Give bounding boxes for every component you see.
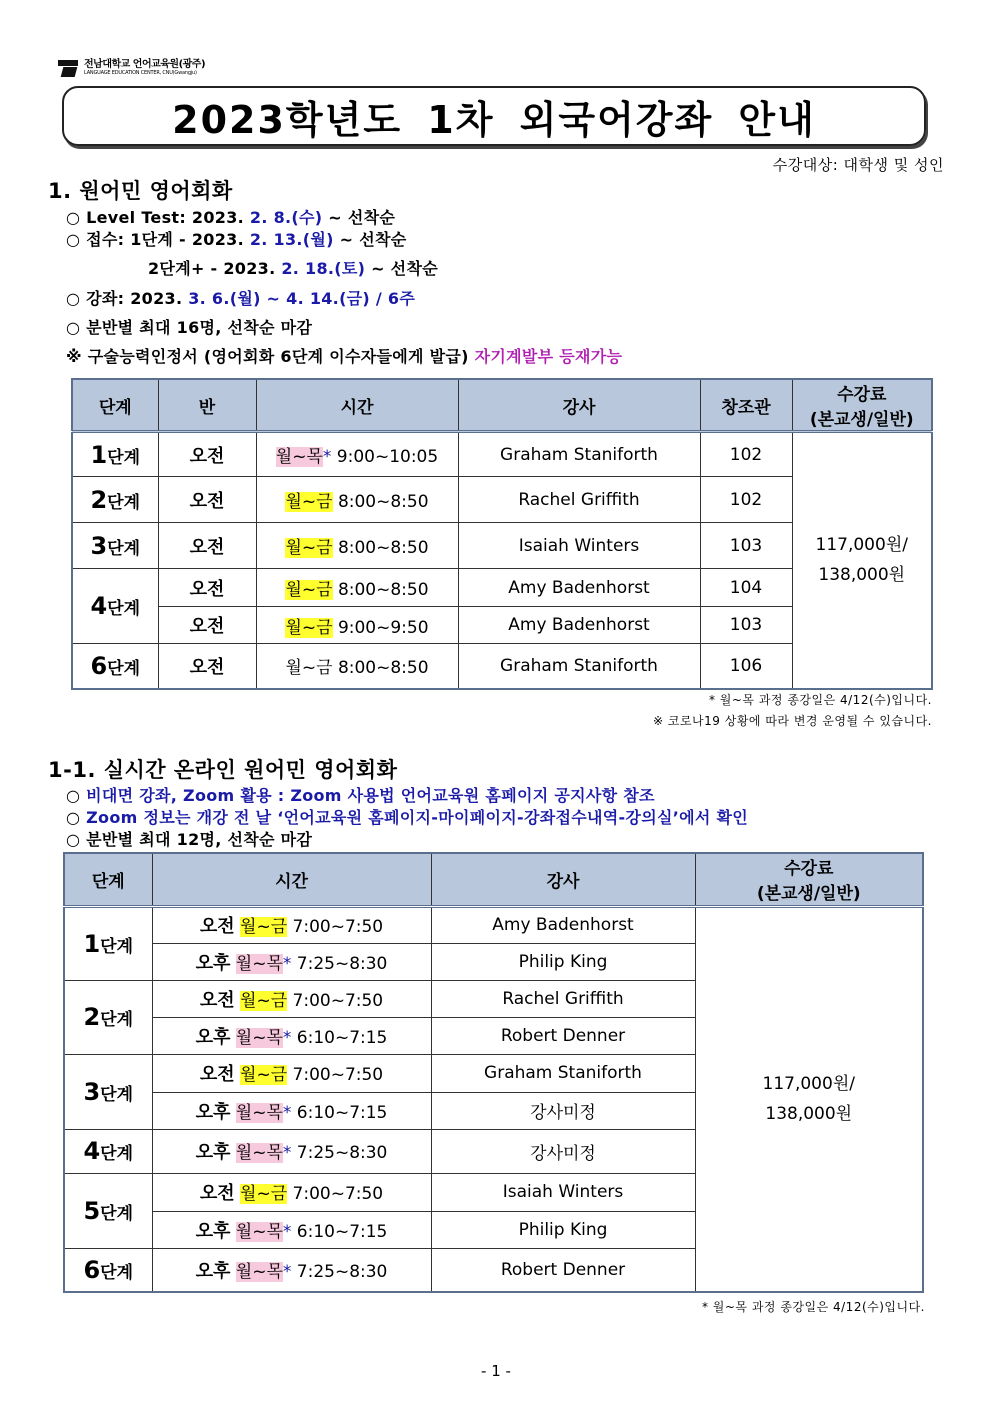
section2-heading: 1-1. 실시간 온라인 원어민 영어회화 — [48, 758, 398, 782]
teacher-cell: 강사미정 — [431, 1129, 695, 1173]
level-cell: 1단계 — [72, 432, 158, 477]
logo-text-en: LANGUAGE EDUCATION CENTER, CNU(Gwangju) — [84, 70, 197, 76]
apply2-tail: ~ 선착순 — [371, 259, 438, 278]
time-cell: 오후 월~목* 7:25~8:30 — [152, 943, 431, 980]
level-cell: 4단계 — [64, 1129, 152, 1173]
course-range: 3. 6.(월) ~ 4. 14.(금) / 6주 — [188, 289, 416, 308]
institution-logo — [58, 57, 205, 79]
header-time: 시간 — [152, 853, 431, 906]
section1-heading: 1. 원어민 영어회화 — [48, 179, 233, 203]
certificate-text: 구술능력인정서 (영어회화 6단계 이수자들에게 발급) — [87, 347, 469, 366]
room-cell: 103 — [700, 523, 792, 569]
note-online-end-date: * 월~목 과정 종강일은 4/12(수)입니다. — [701, 1300, 925, 1314]
time-cell: 월~금 9:00~9:50 — [256, 607, 458, 644]
level-cell: 2단계 — [64, 980, 152, 1054]
header-room: 창조관 — [700, 379, 792, 432]
bullet: ○ — [66, 808, 81, 827]
time-cell: 월~목* 9:00~10:05 — [256, 432, 458, 477]
course-label: 강좌: 2023. — [86, 289, 183, 308]
room-cell: 102 — [700, 432, 792, 477]
class-cell: 오전 — [158, 644, 256, 689]
level-cell: 1단계 — [64, 906, 152, 980]
bullet: ○ — [66, 289, 81, 308]
time-cell: 월~금 8:00~8:50 — [256, 569, 458, 607]
header-fee — [695, 853, 923, 906]
time-cell: 오후 월~목* 6:10~7:15 — [152, 1211, 431, 1248]
time-cell: 월~금 8:00~8:50 — [256, 644, 458, 689]
header-class: 반 — [158, 379, 256, 432]
header-level: 단계 — [72, 379, 158, 432]
teacher-cell: 강사미정 — [431, 1092, 695, 1129]
level-cell: 4단계 — [72, 569, 158, 644]
time-cell: 월~금 8:00~8:50 — [256, 523, 458, 569]
apply-line-2 — [148, 256, 438, 279]
level-cell: 2단계 — [72, 477, 158, 523]
bullet: ○ — [66, 830, 81, 849]
room-cell: 102 — [700, 477, 792, 523]
page-title: 2023학년도 1차 외국어강좌 안내 — [172, 97, 816, 142]
online-bullet-2 — [66, 805, 748, 828]
class-cell: 오전 — [158, 477, 256, 523]
class-cell: 오전 — [158, 523, 256, 569]
header-time: 시간 — [256, 379, 458, 432]
room-cell: 106 — [700, 644, 792, 689]
time-cell: 오후 월~목* 6:10~7:15 — [152, 1017, 431, 1054]
room-cell: 104 — [700, 569, 792, 607]
teacher-cell: Isaiah Winters — [431, 1173, 695, 1211]
logo-icon — [58, 58, 80, 78]
table-row — [64, 906, 923, 943]
teacher-cell: Philip King — [431, 943, 695, 980]
teacher-cell: Graham Staniforth — [458, 432, 700, 477]
teacher-cell: Amy Badenhorst — [458, 607, 700, 644]
time-cell: 오전 월~금 7:00~7:50 — [152, 980, 431, 1017]
target-audience: 수강대상: 대학생 및 성인 — [772, 156, 944, 174]
course-line — [66, 286, 415, 309]
class-cell: 오전 — [158, 569, 256, 607]
page-number: - 1 - — [481, 1362, 511, 1380]
teacher-cell: Rachel Griffith — [431, 980, 695, 1017]
online-capacity: 분반별 최대 12명, 선착순 마감 — [86, 830, 313, 849]
bullet: ○ — [66, 318, 81, 337]
bullet: ○ — [66, 208, 81, 227]
apply1-label: 접수: 1단계 - 2023. — [86, 230, 244, 249]
title-box — [62, 86, 926, 146]
time-cell: 오후 월~목* 7:25~8:30 — [152, 1129, 431, 1173]
fee-cell: 117,000원/ 138,000원 — [695, 906, 923, 1292]
time-cell: 오전 월~금 7:00~7:50 — [152, 1173, 431, 1211]
capacity-text: 분반별 최대 16명, 선착순 마감 — [86, 318, 313, 337]
online-course-table — [63, 852, 924, 1293]
apply1-date: 2. 13.(월) — [249, 230, 334, 249]
teacher-cell: Robert Denner — [431, 1017, 695, 1054]
level-test-label: Level Test: 2023. — [86, 208, 245, 227]
class-cell: 오전 — [158, 607, 256, 644]
certificate-line — [66, 344, 622, 367]
level-cell: 6단계 — [72, 644, 158, 689]
level-test-date: 2. 8.(수) — [249, 208, 323, 227]
logo-text-kr: 전남대학교 언어교육원(광주) — [84, 59, 206, 70]
header-level: 단계 — [64, 853, 152, 906]
level-cell: 5단계 — [64, 1173, 152, 1248]
header-teacher: 강사 — [458, 379, 700, 432]
online-bullet-1 — [66, 783, 655, 806]
table-header-row — [72, 379, 932, 432]
level-test-tail: ~ 선착순 — [328, 208, 396, 227]
bullet: ○ — [66, 786, 81, 805]
time-cell: 오전 월~금 7:00~7:50 — [152, 906, 431, 943]
apply2-date: 2. 18.(토) — [281, 259, 366, 278]
time-cell: 월~금 8:00~8:50 — [256, 477, 458, 523]
teacher-cell: Isaiah Winters — [458, 523, 700, 569]
level-test-line — [66, 205, 395, 228]
offline-course-table — [71, 378, 933, 690]
time-cell: 오전 월~금 7:00~7:50 — [152, 1054, 431, 1092]
note-mark: ※ — [66, 347, 82, 366]
apply2-label: 2단계+ - 2023. — [148, 259, 276, 278]
apply1-tail: ~ 선착순 — [339, 230, 407, 249]
online-zoom-text: 비대면 강좌, Zoom 활용 : Zoom 사용법 언어교육원 홈페이지 공지사항 참조 — [86, 786, 655, 805]
teacher-cell: Amy Badenhorst — [458, 569, 700, 607]
time-cell: 오후 월~목* 7:25~8:30 — [152, 1248, 431, 1292]
level-cell: 6단계 — [64, 1248, 152, 1292]
table-row — [72, 432, 932, 477]
note-covid: ※ 코로나19 상황에 따라 변경 운영될 수 있습니다. — [653, 714, 932, 728]
header-teacher: 강사 — [431, 853, 695, 906]
class-cell: 오전 — [158, 432, 256, 477]
header-fee — [792, 379, 932, 432]
online-zoom-info: Zoom 정보는 개강 전 날 ‘언어교육원 홈페이지-마이페이지-강좌접수내역-강의실’에서 확인 — [86, 808, 748, 827]
teacher-cell: Philip King — [431, 1211, 695, 1248]
teacher-cell: Amy Badenhorst — [431, 906, 695, 943]
room-cell: 103 — [700, 607, 792, 644]
table-header-row — [64, 853, 923, 906]
level-cell: 3단계 — [72, 523, 158, 569]
header-fee-line2: (본교생/일반) — [756, 884, 861, 905]
teacher-cell: Graham Staniforth — [458, 644, 700, 689]
header-fee-line2: (본교생/일반) — [809, 410, 914, 430]
online-bullet-3 — [66, 827, 312, 850]
bullet: ○ — [66, 230, 81, 249]
header-fee-line1: 수강료 — [784, 859, 834, 880]
capacity-line — [66, 315, 312, 338]
teacher-cell: Rachel Griffith — [458, 477, 700, 523]
teacher-cell: Graham Staniforth — [431, 1054, 695, 1092]
note-end-date: * 월~목 과정 종강일은 4/12(수)입니다. — [708, 693, 932, 707]
certificate-highlight: 자기계발부 등재가능 — [474, 347, 623, 366]
time-cell: 오후 월~목* 6:10~7:15 — [152, 1092, 431, 1129]
header-fee-line1: 수강료 — [837, 385, 887, 405]
fee-cell: 117,000원/ 138,000원 — [792, 432, 932, 689]
teacher-cell: Robert Denner — [431, 1248, 695, 1292]
level-cell: 3단계 — [64, 1054, 152, 1129]
apply-line-1 — [66, 227, 406, 250]
